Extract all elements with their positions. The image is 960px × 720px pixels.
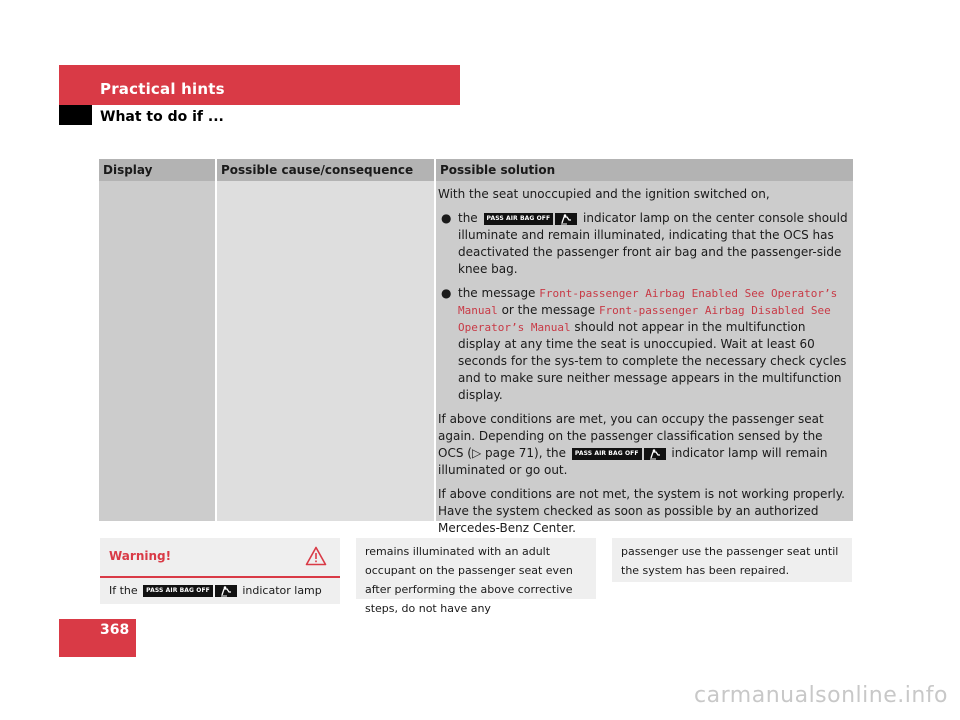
child-seat-icon	[644, 448, 666, 460]
solution-paragraph	[438, 411, 849, 479]
bullet-dot: ●	[441, 286, 452, 300]
section-title: Practical hints	[100, 80, 225, 98]
solution-bullet	[438, 210, 849, 278]
display-message-cell	[99, 181, 215, 521]
bullet-text: or the message	[501, 303, 596, 317]
warning-continuation-1: remains illuminated with an adult occupant on the passenger seat even after performing the above corrective steps, do not have any	[356, 538, 596, 599]
warning-text	[109, 584, 322, 597]
paragraph-text: indicator lamp will remain illuminated or go out.	[438, 446, 828, 477]
subsection-marker	[59, 105, 92, 125]
solution-paragraph: If above conditions are not met, the system is not working properly. Have the system checked as soon as possible by an authorized Mercedes-Benz Center.	[438, 487, 845, 535]
warning-continuation-2: passenger use the passenger seat until the system has been repaired.	[612, 538, 852, 582]
troubleshooting-table	[99, 159, 853, 535]
table-header-solution: Possible solution	[436, 159, 853, 181]
pass-air-bag-off-indicator-icon	[572, 448, 666, 460]
display-message-text: Front-passenger Airbag Enabled See Operator’s Manual	[458, 287, 838, 317]
pass-air-bag-off-indicator-icon	[484, 213, 578, 225]
bullet-text: indicator lamp on the center console should illuminate and remain illuminated, indicating that the OCS has deactivated the passenger front air bag and the passenger-side knee bag.	[458, 211, 848, 276]
bullet-text: the	[458, 211, 478, 225]
solution-cell	[436, 181, 853, 535]
table-header-cause: Possible cause/consequence	[217, 159, 434, 181]
pass-air-bag-off-indicator-icon	[143, 585, 237, 597]
solution-bullet	[438, 285, 849, 404]
cause-cell	[217, 181, 434, 521]
paragraph-text: If above conditions are met, you can occupy the passenger seat again. Depending on the passenger classification sensed by the OCS (▷ page 71), the	[438, 412, 824, 460]
table-header-display-message: Display	[99, 159, 215, 181]
badge-label: PASS AIR BAG OFF	[484, 213, 554, 225]
warning-box	[100, 538, 340, 604]
page-number: 368	[100, 622, 130, 638]
warning-title: Warning!	[109, 549, 172, 563]
warning-divider	[100, 576, 340, 578]
badge-label: PASS AIR BAG OFF	[572, 448, 642, 460]
watermark: carmanualsonline.info	[694, 683, 948, 708]
warning-text-part: If the	[109, 584, 138, 597]
badge-label: PASS AIR BAG OFF	[143, 585, 213, 597]
warning-triangle-icon	[305, 546, 327, 570]
bullet-text: the message	[458, 286, 536, 300]
child-seat-icon	[215, 585, 237, 597]
solution-intro: With the seat unoccupied and the ignition switched on,	[438, 187, 770, 201]
child-seat-icon	[555, 213, 577, 225]
bullet-dot: ●	[441, 211, 452, 225]
subsection-title: What to do if ...	[100, 109, 224, 125]
bullet-text: should not appear in the multifunction display at any time the seat is unoccupied. Wait at least 60 seconds for the sys-tem to complete the necessary check cycles and to make sure neither message appears in the multifunction display.	[458, 320, 847, 402]
warning-text-part: indicator lamp	[242, 584, 322, 597]
display-message-text: Front-passenger Airbag Disabled See Operator’s Manual	[458, 304, 831, 334]
